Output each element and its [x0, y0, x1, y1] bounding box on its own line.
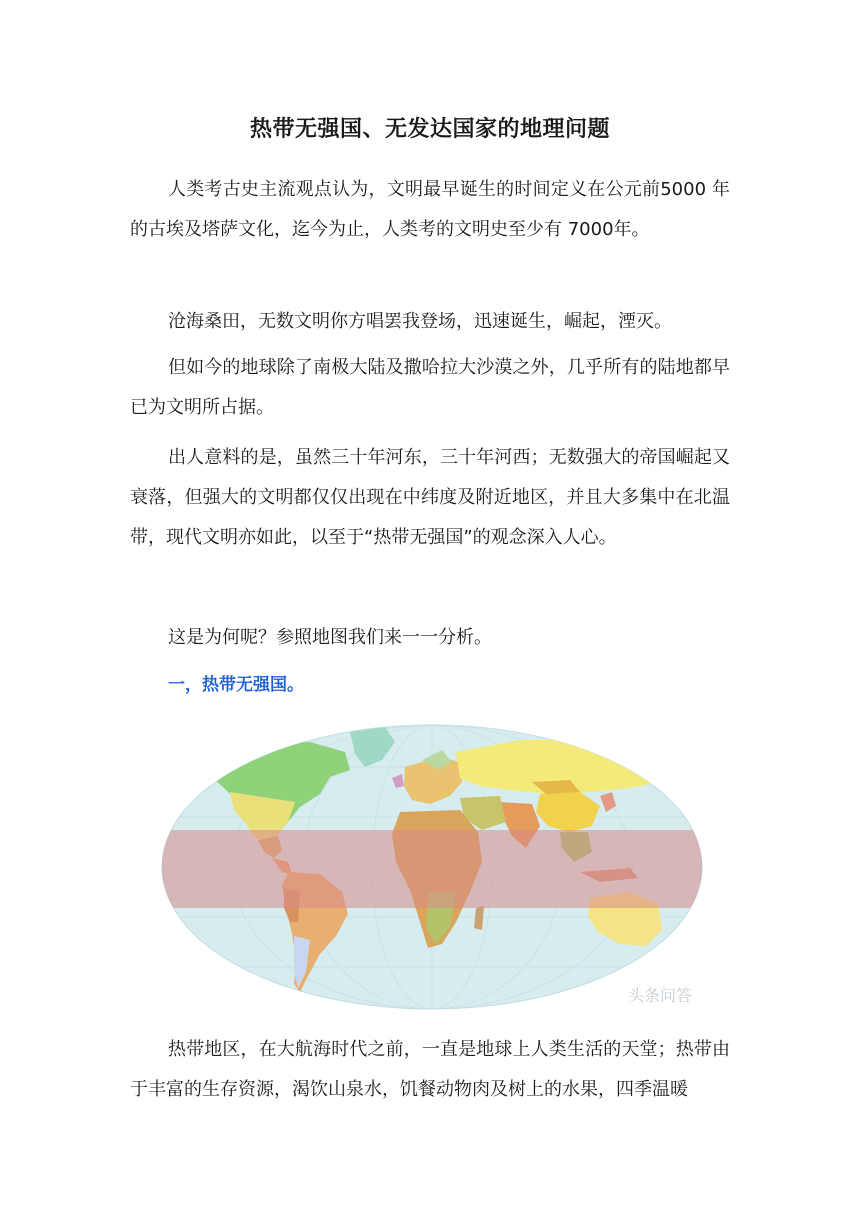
world-map-figure	[160, 722, 704, 1012]
new-zealand-landmass	[666, 934, 678, 958]
section-heading: 一，热带无强国。	[168, 675, 304, 695]
map-watermark: 头条问答	[627, 986, 692, 1005]
paragraph-6: 热带地区，在大航海时代之前，一直是地球上人类生活的天堂；热带由于丰富的生存资源，渴饮山泉水，饥餐动物肉及树上的水果，四季温暖	[130, 1039, 730, 1100]
document-title: 热带无强国、无发达国家的地理问题	[249, 117, 610, 142]
world-map-image	[160, 722, 704, 1012]
tropic-band	[160, 830, 704, 908]
paragraph-3: 但如今的地球除了南极大陆及撒哈拉大沙漠之外，几乎所有的陆地都早已为文明所占据。	[130, 357, 730, 418]
alaska-landmass	[198, 760, 220, 780]
paragraph-1: 人类考古史主流观点认为，文明最早诞生的时间定义在公元前5000 年的古埃及塔萨文化，迄今为止，人类考的文明史至少有 7000年。	[130, 179, 730, 240]
paragraph-2: 沧海桑田，无数文明你方唱罢我登场，迅速诞生，崛起，湮灭。	[168, 311, 672, 332]
paragraph-5: 这是为何呢？参照地图我们来一一分析。	[168, 627, 492, 648]
paragraph-4: 出人意料的是，虽然三十年河东，三十年河西；无数强大的帝国崛起又衰落，但强大的文明都仅仅出现在中纬度及附近地区，并且大多集中在北温带，现代文明亦如此，以至于“热带无强国”的观念深入人心。	[130, 447, 730, 548]
